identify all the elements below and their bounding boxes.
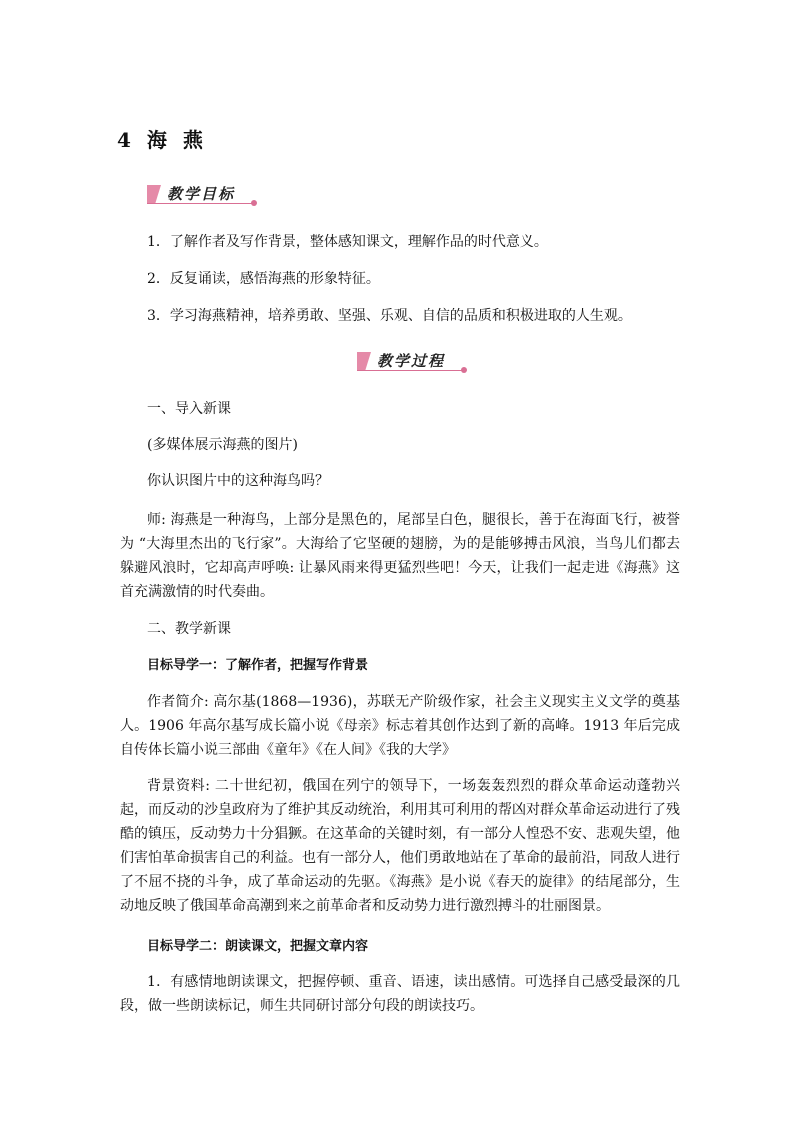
media-note: (多媒体展示海燕的图片) (147, 437, 298, 453)
objective-item: 2．反复诵读，感悟海燕的形象特征。 (147, 271, 380, 287)
lesson-number: 4 (117, 128, 133, 152)
section-heading: 二、教学新课 (147, 621, 231, 637)
banner-flag-icon (357, 352, 371, 370)
objective-item: 3．学习海燕精神，培养勇敢、坚强、乐观、自信的品质和积极进取的人生观。 (147, 308, 632, 324)
section-heading: 一、导入新课 (147, 401, 231, 417)
goal-heading: 目标导学二：朗读课文，把握文章内容 (147, 939, 369, 954)
title-char-2: 燕 (182, 128, 205, 152)
banner-underline (357, 370, 463, 371)
banner-dot-icon (461, 367, 467, 373)
banner-flag-icon (147, 185, 161, 203)
intro-question: 你认识图片中的这种海鸟吗？ (147, 473, 329, 489)
title-char-1: 海 (146, 128, 169, 152)
objective-item: 1．了解作者及写作背景，整体感知课文，理解作品的时代意义。 (147, 234, 548, 250)
goal-heading: 目标导学一：了解作者，把握写作背景 (147, 658, 369, 673)
objectives-label: 教学目标 (167, 185, 236, 203)
banner-underline (147, 203, 253, 204)
lesson-title (117, 124, 205, 153)
process-label: 教学过程 (377, 352, 446, 370)
process-banner (357, 350, 469, 374)
banner-dot-icon (251, 200, 257, 206)
objectives-banner (147, 183, 259, 207)
teacher-paragraph: 师: 海燕是一种海鸟，上部分是黑色的，尾部呈白色，腿很长，善于在海面飞行，被誉为 “大海里杰出的飞行家”。大海给了它坚硬的翅膀，为的是能够搏击风浪，当鸟儿们都去躲避风浪时，它却高声呼唤: 让暴风雨来得更猛烈些吧！今天，让我们一起走进《海燕》这首充满激情的时代奏曲。 (120, 512, 680, 600)
reading-paragraph: 1．有感情地朗读课文，把握停顿、重音、语速，读出感情。可选择自己感受最深的几段，做一些朗读标记，师生共同研讨部分句段的朗读技巧。 (120, 974, 680, 1014)
author-paragraph: 作者简介: 高尔基(1868—1936)，苏联无产阶级作家，社会主义现实主义文学的奠基人。1906 年高尔基写成长篇小说《母亲》标志着其创作达到了新的高峰。1913 年后完成自传体长篇小说三部曲《童年》《在人间》《我的大学》 (120, 694, 680, 758)
background-paragraph: 背景资料: 二十世纪初，俄国在列宁的领导下，一场轰轰烈烈的群众革命运动蓬勃兴起，而反动的沙皇政府为了维护其反动统治，利用其可利用的帮凶对群众革命运动进行了残酷的镇压，反动势力十分猖獗。在这革命的关键时刻，有一部分人惶恐不安、悲观失望，他们害怕革命损害自己的利益。也有一部分人，他们勇敢地站在了革命的最前沿，同敌人进行了不屈不挠的斗争，成了革命运动的先驱。《海燕》是小说《春天的旋律》的结尾部分，生动地反映了俄国革命高潮到来之前革命者和反动势力进行激烈搏斗的壮丽图景。 (120, 778, 680, 914)
